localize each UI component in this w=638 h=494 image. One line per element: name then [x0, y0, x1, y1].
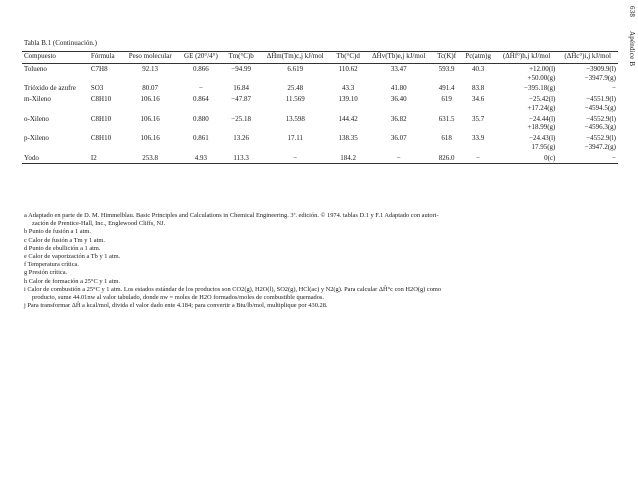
table-row	[22, 153, 618, 164]
table-cell-line: +12.00(l)	[529, 64, 556, 73]
header-cell: Pc(atm)g	[465, 52, 491, 60]
table-row	[22, 133, 618, 153]
table-cell-line: −395.18(g)	[524, 84, 556, 93]
table-cell: 17.11	[287, 134, 303, 142]
table-cell-line: −4552.9(l)	[586, 114, 616, 123]
table-cell: 33.9	[472, 134, 485, 142]
table-cell: −	[476, 153, 481, 162]
table-cell: 144.42	[338, 114, 358, 123]
table-cell: 0.864	[193, 95, 209, 103]
table-cell	[557, 153, 618, 164]
table-cell: 113.3	[233, 153, 249, 162]
table-cell: 43.3	[342, 84, 355, 93]
section-title: Apéndice B	[628, 31, 636, 67]
table-cell: 33.47	[390, 64, 407, 73]
table-cell: 138.35	[338, 134, 358, 142]
table-cell: 491.4	[438, 84, 455, 93]
table-cell: Trióxido de azufre	[24, 84, 76, 93]
table-cell-line: −4594.5(g)	[584, 103, 616, 112]
footnotes	[24, 212, 614, 310]
table-cell	[496, 63, 557, 83]
header-cell: GE (20°/4°)	[184, 52, 218, 60]
footnote: j Para transformar ΔĤ a kcal/mol, divida el valor dado ente 4.184; para convertir a Btu/lb/mol, multiplique por 430.28.	[24, 302, 328, 310]
table-cell-line: −	[612, 153, 616, 162]
footnote: h Calor de formación a 25°C y 1 atm.	[24, 277, 121, 285]
table-row	[22, 94, 618, 114]
header-cell: Tm(°C)b	[228, 52, 254, 60]
table-cell: 11.569	[285, 95, 305, 103]
table-cell: Yodo	[24, 153, 39, 162]
table-cell: C7H8	[90, 64, 108, 73]
table-cell	[496, 153, 557, 164]
table-cell: 184.2	[340, 153, 356, 162]
header-cell: ΔĤm(Tm)c,j kJ/mol	[266, 52, 324, 60]
table-cell: 826.0	[438, 153, 455, 162]
table-cell: 0.880	[193, 114, 209, 123]
table-cell: 6.619	[287, 64, 304, 73]
table-title: Tabla B.1 (Continuación.)	[24, 39, 97, 47]
table-cell: 35.7	[472, 114, 485, 123]
table-cell: m-Xileno	[24, 95, 51, 103]
table-cell: 106.16	[140, 95, 160, 103]
table-cell: C8H10	[90, 95, 112, 103]
table-cell-line: +17.24(g)	[527, 103, 556, 112]
table-cell: 92.13	[142, 64, 159, 73]
table-cell-line: −4551.9(l)	[586, 95, 616, 103]
table-cell: 36.82	[390, 114, 407, 123]
table-cell-line: +50.00(g)	[527, 73, 556, 82]
table-cell-line: −3909.9(l)	[586, 64, 616, 73]
header-cell: Tc(K)f	[437, 52, 457, 60]
table-cell: 36.40	[390, 95, 407, 103]
table-row	[22, 63, 618, 83]
table-cell	[557, 94, 618, 114]
table-cell: 0.861	[193, 134, 209, 142]
table-cell: 110.62	[338, 64, 358, 73]
header-cell: (ΔĤf°)h,j kJ/mol	[502, 52, 551, 60]
table-cell-line: +18.99(g)	[527, 123, 556, 132]
table-cell: 40.3	[472, 64, 485, 73]
table-cell: SO3	[90, 84, 104, 93]
footnote: a Adaptado en parte de D. M. Himmelblau. Basic Principles and Calculations in Chemical Engineering. 3ª. edición. © 1974. tablas D.1 y F.1 Adaptado con autori-	[24, 212, 439, 219]
header-cell: Tb(°C)d	[336, 52, 360, 60]
table-cell	[496, 133, 557, 153]
table-cell	[496, 94, 557, 114]
table-cell: p-Xileno	[24, 134, 49, 142]
running-head	[628, 6, 636, 66]
table-cell: −	[396, 153, 401, 162]
footnote: producto, sume 44.01nw al valor tabulado, donde nw = moles de H2O formados/moles de combustible quemados.	[32, 293, 325, 301]
table-cell: o-Xileno	[24, 114, 49, 123]
table-cell: 34.6	[472, 95, 485, 103]
table-cell: 36.07	[390, 134, 407, 142]
table-cell	[496, 114, 557, 134]
table-cell: 631.5	[438, 114, 455, 123]
footnote: i Calor de combustión a 25°C y 1 atm. Los estados estándar de los productos son CO2(g), H2O(l), SO2(g), HCl(ac) y N2(g). Para calcular ΔĤ°c con H2O(g) como	[24, 285, 442, 293]
table-cell	[557, 83, 618, 94]
table-cell-line: −3947.9(g)	[584, 73, 616, 82]
table-cell: −	[293, 153, 298, 162]
table-cell: 13.598	[285, 114, 305, 123]
table-cell: 106.16	[140, 114, 160, 123]
table-cell-line: −24.44(l)	[529, 114, 556, 123]
table-cell	[557, 133, 618, 153]
header-cell: Fórmula	[90, 52, 115, 60]
table-cell	[496, 83, 557, 94]
table-cell: −25.18	[231, 114, 251, 123]
table-cell: 83.8	[472, 84, 485, 93]
header-cell: ΔĤv(Tb)e,j kJ/mol	[372, 52, 426, 60]
footnote: b Punto de fusión a 1 atm.	[24, 228, 91, 236]
table-cell: 253.8	[142, 153, 159, 162]
table-cell: Tolueno	[24, 64, 47, 73]
header-cell: Peso molecular	[128, 52, 172, 60]
table-cell: 25.48	[287, 84, 304, 93]
page-number: 638	[628, 6, 636, 18]
table-body	[22, 63, 618, 164]
footnote: zación de Prentice-Hall, Inc., Englewood Cliffs, NJ.	[32, 220, 166, 228]
table-cell-line: 0(c)	[544, 153, 556, 162]
header-cell: (ΔĤc°)i,j kJ/mol	[564, 52, 611, 60]
table-cell: 16.84	[233, 84, 249, 93]
footnote: g Presión crítica.	[24, 269, 68, 277]
table-cell: C8H10	[90, 134, 112, 142]
footnote: e Calor de vaporización a Tb y 1 atm.	[24, 252, 121, 260]
footnote: f Temperatura crítica.	[24, 261, 79, 269]
header-cell: Compuesto	[24, 52, 56, 60]
table-row	[22, 83, 618, 94]
table-header-row	[22, 52, 618, 64]
table-cell: 593.9	[438, 64, 455, 73]
table-cell: 139.10	[338, 95, 358, 103]
table-cell: 619	[441, 95, 452, 103]
table-cell-line: −	[612, 84, 616, 93]
table-cell: −47.87	[231, 95, 251, 103]
table-cell-line: 17.95(g)	[531, 142, 556, 151]
table-row	[22, 114, 618, 134]
table-cell: 80.07	[142, 84, 159, 93]
table-cell: −94.99	[231, 64, 251, 73]
data-table-wrapper	[22, 51, 618, 164]
table-cell: C8H10	[90, 114, 112, 123]
table-cell-line: −4552.9(l)	[586, 134, 616, 142]
table-cell: 0.866	[193, 64, 209, 73]
table-cell-line: −4596.3(g)	[584, 123, 616, 132]
table-cell: 4.93	[194, 153, 208, 162]
footnote: c Calor de fusión a Tm y 1 atm.	[24, 236, 105, 244]
table-cell: 13.26	[233, 134, 249, 142]
table-cell: 618	[441, 134, 452, 142]
table-cell: 106.16	[140, 134, 160, 142]
table-cell-line: −25.42(l)	[529, 95, 556, 103]
table-cell-line: −24.43(l)	[529, 134, 556, 142]
table-cell-line: −3947.2(g)	[584, 142, 616, 151]
table-cell: 41.80	[390, 84, 407, 93]
table-cell: −	[198, 84, 203, 93]
table-cell	[557, 63, 618, 83]
data-table	[22, 51, 618, 164]
table-cell: I2	[90, 153, 97, 162]
table-cell	[557, 114, 618, 134]
footnote: d Punto de ebullición a 1 atm.	[24, 244, 101, 252]
